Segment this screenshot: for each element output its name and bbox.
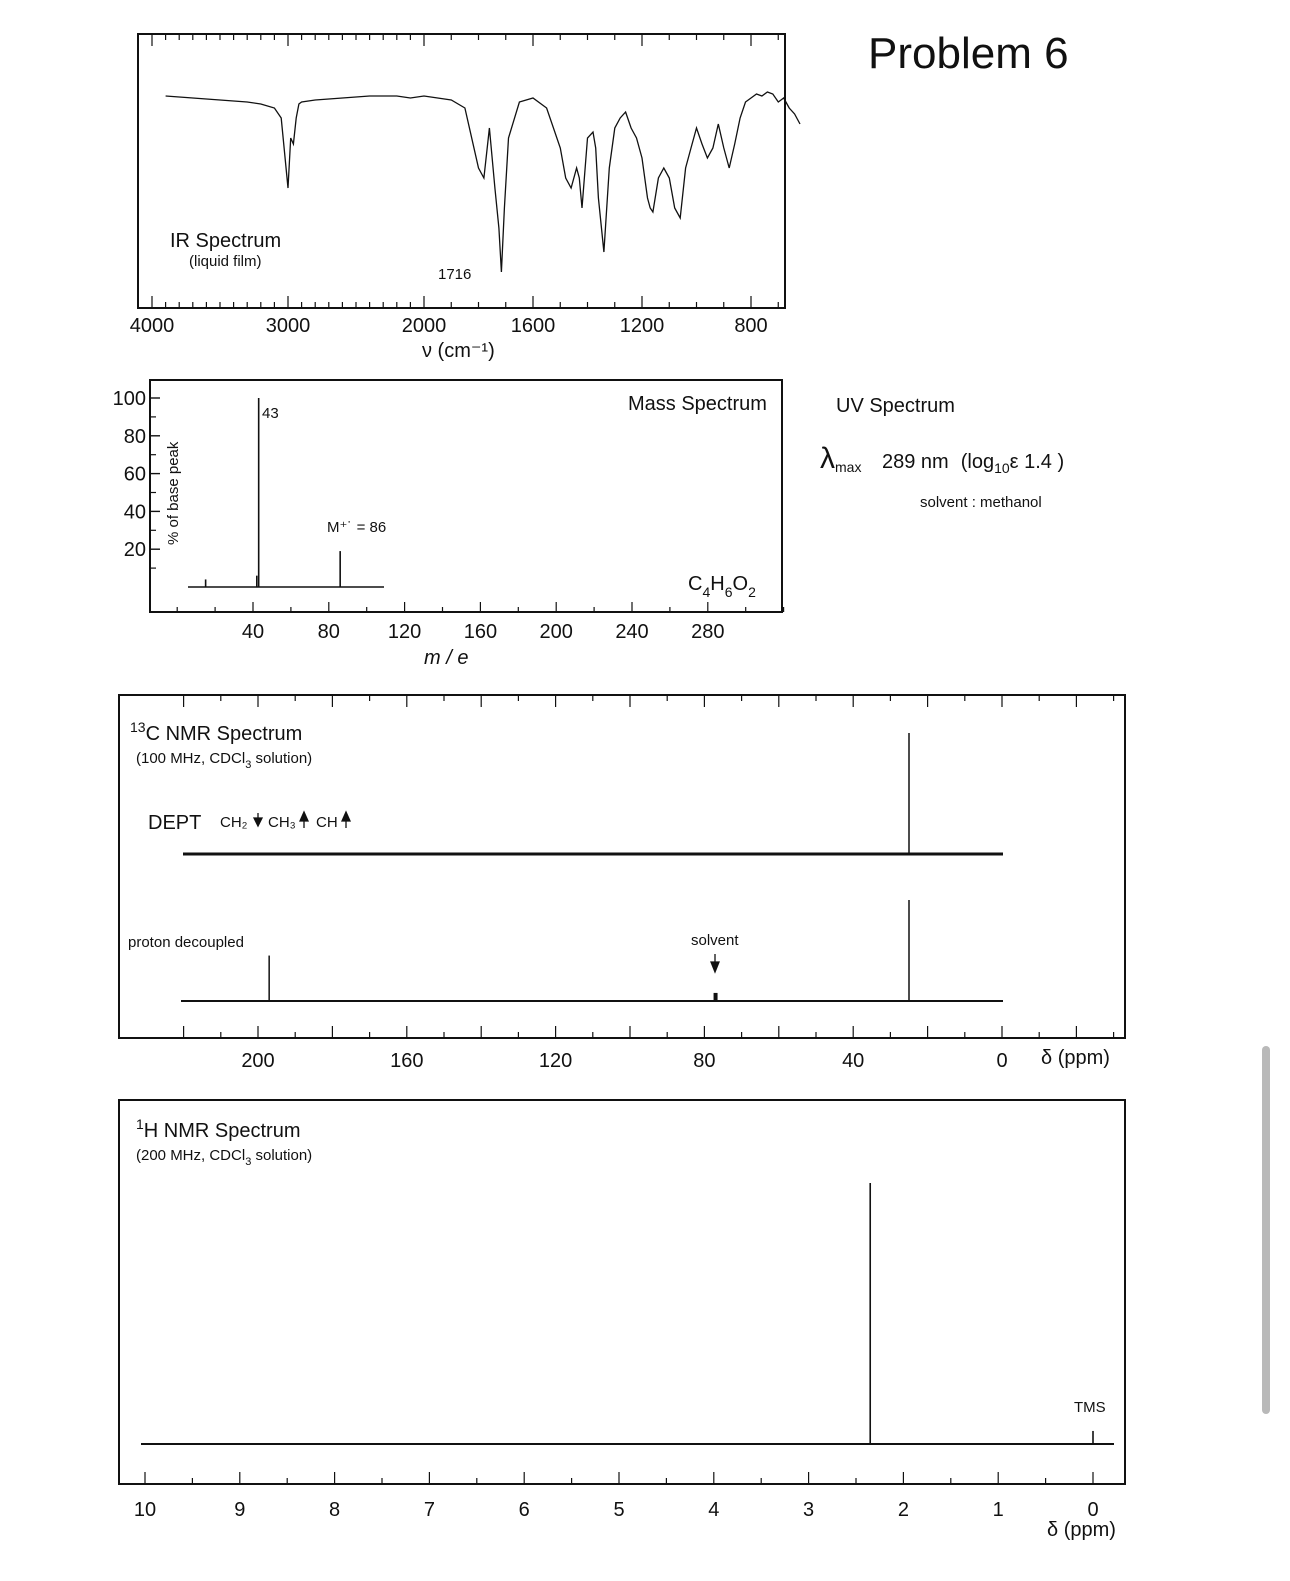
- scrollbar[interactable]: [1262, 1046, 1270, 1414]
- dept-legend: [220, 812, 350, 831]
- c13-tick-marks: [184, 695, 1114, 1038]
- mass-x-tick-label: 120: [387, 621, 422, 643]
- h1-subtitle: (200 MHz, CDCl$_3$ solution): [136, 1147, 313, 1168]
- dept-label: DEPT: [148, 812, 202, 834]
- c13-axis-label: δ (ppm): [1041, 1047, 1110, 1069]
- mass-x-tick-label: 80: [317, 621, 340, 643]
- mass-bars: [206, 398, 341, 587]
- mass-y-tick-label: 100: [112, 388, 146, 410]
- mass-y-tick-label: 20: [123, 539, 146, 562]
- ir-tick-label: 4000: [129, 315, 175, 337]
- h1-tick-label: 8: [329, 1499, 341, 1521]
- solvent-label: solvent: [691, 932, 739, 949]
- decoupled-peaks: [269, 900, 909, 1001]
- h1-peaks: [870, 1183, 1093, 1444]
- mass-y-ticks: [113, 388, 160, 568]
- uv-title: UV Spectrum: [836, 395, 955, 417]
- mass-y-axis-label: % of base peak: [165, 441, 182, 545]
- dept-ch2: CH₂: [220, 814, 248, 831]
- h1-tick-label: 0: [1087, 1499, 1099, 1521]
- molecular-formula: $C_4H_6O_2$: [688, 573, 756, 600]
- arrow-down-icon: [254, 813, 262, 826]
- h1-panel: [119, 1100, 1125, 1541]
- h1-tick-label: 5: [613, 1499, 625, 1521]
- mass-y-tick-label: 40: [123, 501, 146, 524]
- ir-subtitle: (liquid film): [189, 253, 262, 270]
- mass-molecular-ion-label: M⁺˙ = 86: [327, 519, 387, 536]
- h1-tick-label: 7: [423, 1499, 435, 1521]
- c13-title: $^{13}$C NMR Spectrum: [130, 719, 303, 745]
- h1-tick-labels: [134, 1499, 1099, 1521]
- ir-tick-label: 1200: [619, 315, 665, 337]
- ir-title: IR Spectrum: [170, 230, 282, 252]
- h1-tick-marks: [145, 1472, 1093, 1484]
- mass-base-peak-label: 43: [262, 405, 279, 422]
- dept-ch: CH: [316, 814, 338, 831]
- h1-tick-label: 1: [992, 1499, 1004, 1521]
- h1-tick-label: 2: [897, 1499, 909, 1521]
- ir-tick-label: 3000: [265, 315, 311, 337]
- ir-tick-label: 1600: [510, 315, 556, 337]
- uv-solvent: solvent : methanol: [920, 494, 1042, 511]
- mass-x-tick-label: 280: [691, 621, 725, 643]
- ir-panel: [130, 34, 800, 362]
- c13-tick-label: 120: [538, 1050, 573, 1072]
- h1-tick-label: 3: [803, 1499, 815, 1521]
- uv-lambda-max: λmax: [820, 442, 862, 475]
- arrow-up-icon: [300, 812, 308, 828]
- mass-x-tick-label: 200: [539, 621, 573, 643]
- c13-panel: [119, 695, 1125, 1072]
- h1-title: $^1$H NMR Spectrum: [136, 1116, 301, 1142]
- ir-tick-label: 800: [734, 315, 768, 337]
- uv-block: [820, 395, 1064, 511]
- arrow-up-icon: [342, 812, 350, 828]
- mass-x-tick-label: 40: [241, 621, 265, 643]
- h1-tick-label: 4: [708, 1499, 720, 1521]
- mass-x-ticks: [177, 602, 783, 643]
- problem-title: Problem 6: [868, 29, 1069, 78]
- mass-y-tick-label: 80: [123, 425, 146, 448]
- mass-panel: [113, 380, 784, 669]
- solvent-arrow-icon: [711, 954, 719, 972]
- uv-value: 289 nm ($\log_{10}\varepsilon$ 1.4 ): [882, 451, 1065, 476]
- mass-x-axis-label: m / e: [424, 647, 469, 669]
- ir-axis-label: ν (cm⁻¹): [422, 340, 495, 362]
- mass-x-tick-label: 160: [463, 621, 498, 643]
- mass-title: Mass Spectrum: [628, 393, 767, 415]
- mass-y-tick-label: 60: [123, 463, 146, 486]
- ir-peak-label: 1716: [438, 266, 472, 283]
- c13-tick-labels: [241, 1050, 1007, 1072]
- h1-tick-label: 9: [234, 1499, 246, 1521]
- h1-tick-label: 10: [133, 1499, 157, 1521]
- h1-axis-label: δ (ppm): [1047, 1519, 1116, 1541]
- ir-tick-label: 2000: [401, 315, 447, 337]
- c13-tick-label: 0: [996, 1050, 1008, 1072]
- tms-label: TMS: [1074, 1399, 1106, 1416]
- c13-tick-label: 80: [693, 1050, 716, 1072]
- decoupled-label: proton decoupled: [128, 934, 244, 951]
- c13-tick-label: 160: [390, 1050, 424, 1072]
- c13-subtitle: (100 MHz, CDCl$_3$ solution): [136, 750, 313, 771]
- mass-x-tick-label: 240: [615, 621, 649, 643]
- dept-ch3: CH₃: [268, 814, 296, 831]
- c13-tick-label: 200: [241, 1050, 275, 1072]
- ir-tick-labels: [130, 315, 768, 337]
- c13-tick-label: 40: [842, 1050, 865, 1072]
- h1-tick-label: 6: [518, 1499, 530, 1521]
